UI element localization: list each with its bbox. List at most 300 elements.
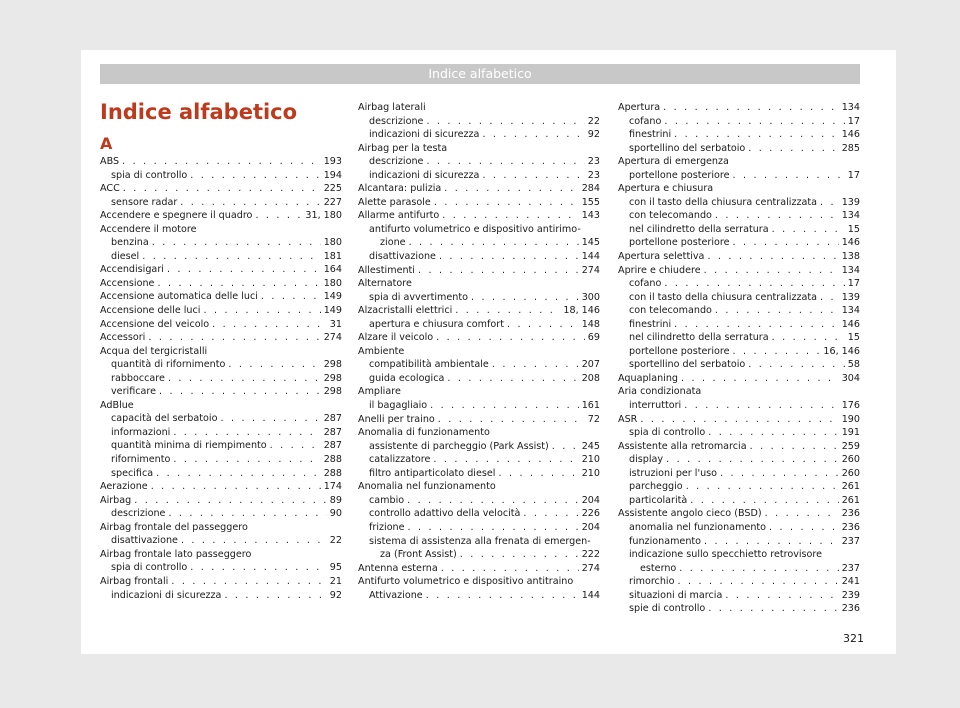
index-column-1: [100, 155, 342, 602]
index-entry-page: 180: [323, 277, 342, 289]
index-entry-label: Airbag per la testa: [358, 142, 448, 154]
index-entry: [100, 223, 342, 237]
dot-leader: [677, 575, 838, 589]
index-entry-label: Apertura: [618, 102, 661, 113]
index-entry-label: quantità minima di riempimento: [111, 440, 267, 452]
index-entry: [100, 589, 342, 603]
index-entry: [100, 277, 342, 291]
dot-leader: [134, 494, 327, 508]
dot-leader: [720, 467, 839, 481]
index-entry-page: 245: [581, 440, 600, 452]
index-entry-page: 17: [847, 169, 860, 181]
dot-leader: [426, 155, 584, 169]
index-entry-page: 208: [581, 372, 600, 384]
index-entry-page: 31: [329, 318, 342, 330]
dot-leader: [181, 534, 327, 548]
section-letter: A: [100, 134, 113, 153]
index-entry: [358, 562, 600, 576]
index-entry: [100, 548, 342, 562]
dot-leader: [418, 264, 579, 278]
index-entry: [358, 453, 600, 467]
index-entry-page: 149: [323, 305, 342, 317]
index-entry-page: 193: [323, 156, 342, 167]
index-entry: [358, 372, 600, 386]
index-entry-page: 134: [841, 264, 860, 276]
index-entry: [100, 521, 342, 535]
index-entry: [100, 331, 342, 345]
index-entry-page: 143: [581, 210, 600, 222]
index-entry-page: 164: [323, 264, 342, 276]
dot-leader: [433, 453, 578, 467]
index-entry-page: 180: [323, 237, 342, 249]
index-entry: [358, 196, 600, 210]
index-entry-page: 236: [841, 521, 860, 533]
index-entry-label: spie di controllo: [629, 603, 706, 615]
index-entry-page: 90: [329, 508, 342, 520]
dot-leader: [426, 115, 584, 129]
index-entry-label: Accensione: [100, 277, 155, 289]
index-entry-label: interruttori: [629, 400, 682, 412]
index-entry: [100, 209, 342, 223]
index-entry-page: 145: [581, 237, 600, 249]
index-entry-label: indicazioni di sicurezza: [111, 589, 222, 601]
index-entry: [100, 426, 342, 440]
index-entry: [100, 453, 342, 467]
index-entry-label: finestrini: [629, 129, 672, 141]
index-entry-label: Antifurto volumetrico e dispositivo antitraino: [358, 576, 574, 588]
index-entry-label: Accensione automatica delle luci: [100, 291, 258, 303]
index-entry-label: apertura e chiusura comfort: [369, 318, 504, 330]
index-entry-label: Accendere e spegnere il quadro: [100, 210, 253, 222]
dot-leader: [471, 291, 579, 305]
index-entry-page: 181: [323, 250, 342, 262]
index-entry-page: 274: [323, 332, 342, 344]
index-entry-label: indicazioni di sicurezza: [369, 129, 480, 141]
index-entry-label: Alternatore: [358, 278, 412, 290]
index-entry-page: 134: [841, 210, 860, 222]
index-entry: [100, 236, 342, 250]
dot-leader: [704, 535, 839, 549]
dot-leader: [152, 236, 321, 250]
index-entry-label: anomalia nel funzionamento: [629, 521, 767, 533]
index-entry-page: 149: [323, 291, 342, 303]
index-entry-page: 134: [841, 102, 860, 113]
dot-leader: [224, 589, 326, 603]
index-entry-label: Assistente alla retromarcia: [618, 440, 747, 452]
dot-leader: [142, 250, 320, 264]
index-entry-label: Aerazione: [100, 481, 148, 493]
index-entry-label: spia di avvertimento: [369, 291, 468, 303]
dot-leader: [523, 507, 578, 521]
index-entry: [618, 196, 860, 210]
index-entry: [100, 196, 342, 210]
dot-leader: [212, 318, 327, 332]
dot-leader: [122, 155, 321, 169]
index-entry-page: 210: [581, 467, 600, 479]
index-entry-label: catalizzatore: [369, 454, 431, 466]
index-entry-label: spia di controllo: [111, 169, 188, 181]
dot-leader: [159, 385, 321, 399]
index-entry: [618, 236, 860, 250]
dot-leader: [552, 440, 579, 454]
index-entry: [100, 561, 342, 575]
index-entry-label: compatibilità ambientale: [369, 359, 489, 371]
index-entry-label: particolarità: [629, 494, 688, 506]
index-entry-page: 236: [841, 603, 860, 615]
index-entry: [358, 209, 600, 223]
index-entry-page: 161: [581, 400, 600, 412]
index-entry-label: rimorchio: [629, 576, 675, 588]
dot-leader: [157, 277, 320, 291]
index-entry-page: 144: [581, 589, 600, 601]
index-entry-page: 69: [587, 332, 600, 344]
index-entry: [358, 548, 600, 562]
index-entry-label: cofano: [629, 115, 662, 127]
dot-leader: [255, 209, 302, 223]
dot-leader: [715, 209, 839, 223]
dot-leader: [156, 467, 321, 481]
index-entry-page: 204: [581, 521, 600, 533]
index-entry-page: 239: [841, 589, 860, 601]
index-entry: [358, 589, 600, 603]
index-entry: [358, 331, 600, 345]
index-entry: [358, 264, 600, 278]
index-entry-page: 138: [841, 251, 860, 263]
index-entry: [618, 467, 860, 481]
index-entry: [100, 372, 342, 386]
index-entry-page: 194: [323, 169, 342, 181]
index-entry-page: 92: [329, 589, 342, 601]
index-entry-page: 139: [841, 196, 860, 208]
dot-leader: [168, 372, 321, 386]
index-entry: [358, 399, 600, 413]
index-entry-page: 300: [581, 291, 600, 303]
index-entry: [358, 223, 600, 237]
index-entry-label: descrizione: [111, 508, 166, 520]
index-entry-page: 287: [323, 426, 342, 438]
index-entry: [100, 345, 342, 359]
index-entry: [358, 291, 600, 305]
dot-leader: [190, 169, 320, 183]
index-entry-label: controllo adattivo della velocità: [369, 508, 521, 520]
index-entry: [618, 304, 860, 318]
index-entry: [618, 128, 860, 142]
dot-leader: [434, 196, 579, 210]
index-entry-label: nel cilindretto della serratura: [629, 223, 769, 235]
index-entry-label: Anelli per traino: [358, 413, 435, 425]
index-entry: [618, 115, 860, 129]
index-entry-label: cambio: [369, 494, 405, 506]
index-entry: [618, 535, 860, 549]
dot-leader: [715, 304, 839, 318]
dot-leader: [492, 358, 579, 372]
dot-leader: [679, 562, 838, 576]
index-entry-label: Attivazione: [369, 589, 423, 601]
index-entry-page: 288: [323, 467, 342, 479]
index-entry: [618, 602, 860, 616]
index-entry: [100, 155, 342, 169]
index-entry-label: parcheggio: [629, 481, 683, 493]
index-entry-label: Antenna esterna: [358, 562, 438, 574]
index-entry: [358, 142, 600, 156]
index-entry-label: Aprire e chiudere: [618, 264, 701, 276]
index-entry-page: 15: [847, 223, 860, 235]
index-entry-page: 174: [323, 481, 342, 493]
dot-leader: [663, 101, 839, 115]
index-entry-page: 95: [329, 562, 342, 574]
index-entry: [100, 169, 342, 183]
index-entry: [618, 169, 860, 183]
index-entry-label: sistema di assistenza alla frenata di emergen-: [369, 535, 591, 547]
index-entry-page: 191: [841, 427, 860, 439]
index-entry-label: portellone posteriore: [629, 345, 730, 357]
dot-leader: [455, 304, 560, 318]
index-entry: [358, 358, 600, 372]
index-entry-label: Acqua del tergicristalli: [100, 345, 208, 357]
dot-leader: [772, 223, 845, 237]
index-entry: [618, 101, 860, 115]
dot-leader: [430, 399, 579, 413]
index-entry-label: Airbag frontali: [100, 575, 169, 587]
index-entry: [358, 304, 600, 318]
index-entry-page: 260: [841, 467, 860, 479]
index-entry-page: 226: [581, 508, 600, 520]
index-entry-page: 146: [841, 129, 860, 141]
index-entry-label: Alette parasole: [358, 196, 431, 208]
index-entry: [100, 182, 342, 196]
index-column-3: [618, 101, 860, 616]
index-entry: [100, 467, 342, 481]
index-entry: [618, 345, 860, 359]
dot-leader: [426, 589, 579, 603]
index-entry-page: 190: [841, 413, 860, 425]
index-entry: [618, 372, 860, 386]
index-entry: [618, 223, 860, 237]
index-entry-page: 288: [323, 454, 342, 466]
index-entry-page: 207: [581, 359, 600, 371]
index-entry-label: frizione: [369, 521, 405, 533]
dot-leader: [228, 358, 320, 372]
dot-leader: [407, 494, 579, 508]
index-entry: [358, 236, 600, 250]
index-entry: [618, 399, 860, 413]
dot-leader: [674, 128, 839, 142]
dot-leader: [681, 372, 839, 386]
index-entry-label: portellone posteriore: [629, 169, 730, 181]
index-entry-page: 274: [581, 264, 600, 276]
index-entry-label: esterno: [640, 562, 677, 574]
index-entry: [100, 534, 342, 548]
dot-leader: [704, 264, 839, 278]
index-entry: [100, 480, 342, 494]
header-band: Indice alfabetico: [100, 64, 860, 84]
index-entry-page: 31, 180: [305, 210, 342, 222]
index-entry-page: 146: [841, 237, 860, 249]
dot-leader: [270, 439, 321, 453]
index-entry: [358, 345, 600, 359]
dot-leader: [220, 412, 320, 426]
index-entry: [358, 494, 600, 508]
index-entry-label: Airbag laterali: [358, 102, 426, 113]
index-entry: [618, 358, 860, 372]
index-entry-label: Anomalia di funzionamento: [358, 427, 490, 439]
index-entry: [618, 264, 860, 278]
dot-leader: [447, 372, 578, 386]
index-entry-label: Alzacristalli elettrici: [358, 305, 453, 317]
index-entry-label: Ampliare: [358, 386, 401, 398]
index-entry-page: 261: [841, 481, 860, 493]
index-entry-label: indicazione sullo specchietto retrovisore: [629, 549, 823, 561]
index-entry-page: 16, 146: [823, 345, 860, 357]
index-entry-label: Aquaplaning: [618, 372, 678, 384]
index-entry: [618, 548, 860, 562]
index-entry: [358, 521, 600, 535]
index-entry: [358, 155, 600, 169]
index-entry-label: sportellino del serbatoio: [629, 359, 746, 371]
index-entry-page: 15: [847, 332, 860, 344]
index-entry-label: Airbag: [100, 494, 132, 506]
dot-leader: [748, 142, 838, 156]
index-entry-label: il bagagliaio: [369, 400, 428, 412]
index-entry: [100, 575, 342, 589]
index-entry: [100, 318, 342, 332]
index-entry: [358, 535, 600, 549]
index-entry: [358, 277, 600, 291]
index-entry-label: diesel: [111, 250, 140, 262]
dot-leader: [408, 521, 579, 535]
index-entry: [100, 263, 342, 277]
index-entry-label: portellone posteriore: [629, 237, 730, 249]
index-entry-page: 237: [841, 562, 860, 574]
index-entry-label: spia di controllo: [111, 562, 188, 574]
dot-leader: [708, 426, 838, 440]
dot-leader: [436, 331, 585, 345]
index-entry-page: 17: [847, 278, 860, 290]
index-entry-page: 285: [841, 142, 860, 154]
index-entry: [618, 521, 860, 535]
index-entry-label: ABS: [100, 156, 120, 167]
index-entry-page: 260: [841, 454, 860, 466]
index-entry-label: zione: [380, 237, 406, 249]
index-entry: [618, 291, 860, 305]
index-entry-page: 298: [323, 386, 342, 398]
index-entry: [618, 589, 860, 603]
dot-leader: [151, 480, 321, 494]
index-entry-label: Assistente angolo cieco (BSD): [618, 508, 762, 520]
index-entry: [618, 155, 860, 169]
index-entry: [358, 440, 600, 454]
index-entry-label: con telecomando: [629, 305, 712, 317]
index-entry: [358, 575, 600, 589]
index-entry-label: cofano: [629, 278, 662, 290]
index-entry-page: 22: [329, 535, 342, 547]
index-entry: [618, 182, 860, 196]
index-entry: [358, 169, 600, 183]
index-entry: [100, 385, 342, 399]
index-entry-label: informazioni: [111, 426, 171, 438]
dot-leader: [733, 169, 845, 183]
index-entry-label: Allarme antifurto: [358, 210, 440, 222]
index-entry: [358, 413, 600, 427]
index-entry-label: Airbag frontale lato passeggero: [100, 548, 252, 560]
index-entry: [618, 385, 860, 399]
index-entry-page: 58: [847, 359, 860, 371]
dot-leader: [820, 291, 839, 305]
index-entry-label: Alcantara: pulizia: [358, 183, 442, 195]
index-entry: [618, 277, 860, 291]
dot-leader: [708, 602, 838, 616]
index-entry: [618, 209, 860, 223]
index-entry-page: 23: [587, 156, 600, 168]
index-entry-page: 139: [841, 291, 860, 303]
index-entry: [618, 331, 860, 345]
dot-leader: [190, 561, 327, 575]
dot-leader: [733, 236, 839, 250]
index-entry-label: Alzare il veicolo: [358, 332, 434, 344]
index-entry: [358, 101, 600, 115]
dot-leader: [439, 250, 579, 264]
index-entry-page: 225: [323, 183, 342, 195]
dot-leader: [765, 507, 839, 521]
index-entry-label: Aria condizionata: [618, 386, 702, 398]
dot-leader: [123, 182, 321, 196]
index-entry: [618, 453, 860, 467]
index-entry-label: con telecomando: [629, 210, 712, 222]
index-entry-label: Accendisigari: [100, 264, 164, 276]
dot-leader: [772, 331, 845, 345]
index-entry-label: Apertura e chiusura: [618, 183, 714, 195]
dot-leader: [690, 494, 838, 508]
index-entry-label: Apertura di emergenza: [618, 156, 729, 168]
index-entry-label: disattivazione: [111, 535, 178, 547]
index-entry-page: 236: [841, 508, 860, 520]
dot-leader: [171, 575, 326, 589]
index-entry-label: capacità del serbatoio: [111, 413, 218, 425]
index-entry-page: 210: [581, 454, 600, 466]
index-entry-label: AdBlue: [100, 399, 134, 411]
index-entry-label: rifornimento: [111, 454, 171, 466]
index-entry-label: display: [629, 454, 664, 466]
dot-leader: [769, 521, 839, 535]
index-entry-label: benzina: [111, 237, 149, 249]
index-entry: [358, 182, 600, 196]
index-entry: [100, 399, 342, 413]
index-entry: [618, 494, 860, 508]
index-entry-page: 21: [329, 575, 342, 587]
index-entry-page: 287: [323, 413, 342, 425]
index-entry-label: antifurto volumetrico e dispositivo antirimo-: [369, 223, 581, 235]
index-entry-label: istruzioni per l'uso: [629, 467, 718, 479]
index-entry: [618, 562, 860, 576]
index-entry-page: 259: [841, 440, 860, 452]
index-entry-label: nel cilindretto della serratura: [629, 332, 769, 344]
index-entry-label: con il tasto della chiusura centralizzata: [629, 291, 818, 303]
index-entry-label: Accensione del veicolo: [100, 318, 210, 330]
dot-leader: [261, 290, 321, 304]
index-entry-page: 144: [581, 251, 600, 263]
index-entry-page: 146: [841, 318, 860, 330]
index-entry-label: Accessori: [100, 332, 146, 344]
index-entry-page: 298: [323, 372, 342, 384]
index-entry-page: 17: [847, 115, 860, 127]
index-entry-label: rabboccare: [111, 372, 165, 384]
index-entry-page: 148: [581, 318, 600, 330]
index-entry-label: con il tasto della chiusura centralizzata: [629, 196, 818, 208]
dot-leader: [666, 453, 839, 467]
index-column-2: [358, 101, 600, 602]
index-entry-page: 176: [841, 400, 860, 412]
index-entry-page: 22: [587, 115, 600, 127]
